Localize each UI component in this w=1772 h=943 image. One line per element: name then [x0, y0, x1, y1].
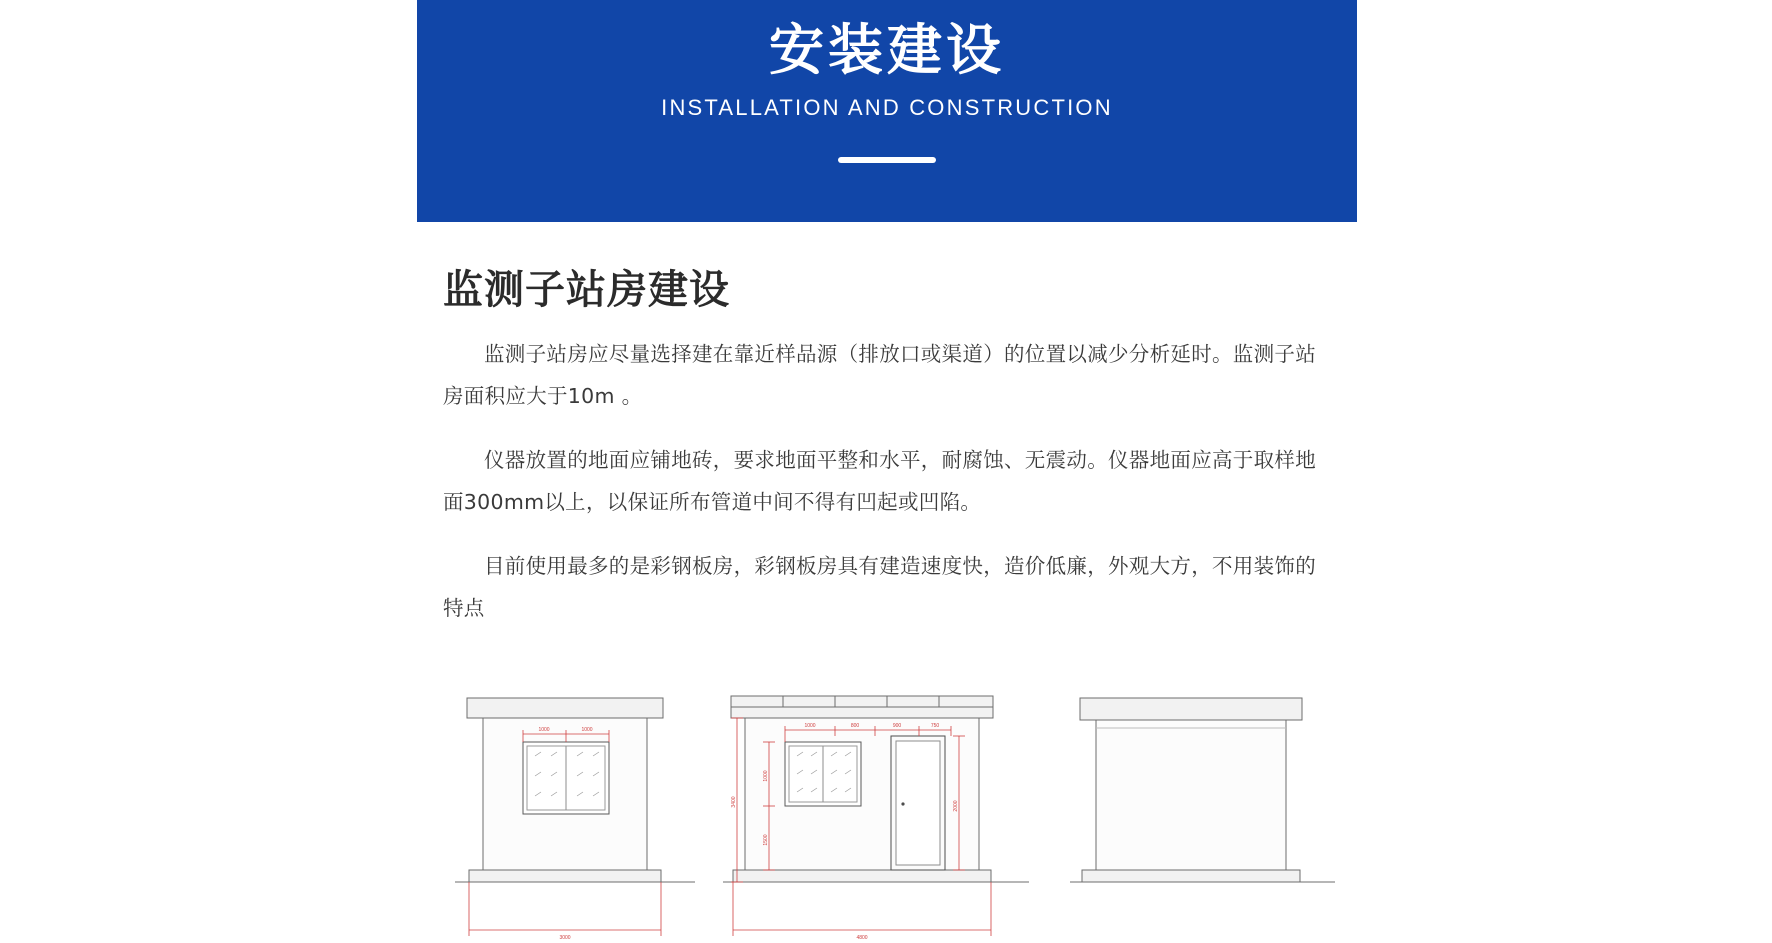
dim-label: 1000	[538, 727, 550, 733]
dim-label: 750	[930, 723, 940, 729]
side-elevation-drawing	[723, 690, 1029, 943]
dim-label: 3000	[559, 935, 571, 941]
article-body	[443, 258, 1333, 629]
dim-label: 1000	[763, 770, 769, 782]
drawing-figure-group	[455, 690, 1335, 943]
paragraph-1: 监测子站房应尽量选择建在靠近样品源（排放口或渠道）的位置以减少分析延时。监测子站房面积应大于10m 。	[443, 342, 1316, 409]
paragraph-2: 仪器放置的地面应铺地砖，要求地面平整和水平，耐腐蚀、无震动。仪器地面应高于取样地面300mm以上，以保证所布管道中间不得有凹起或凹陷。	[443, 448, 1316, 515]
back-elevation-drawing	[1070, 690, 1335, 943]
dim-label: 1000	[804, 723, 816, 729]
dim-label: 1500	[763, 834, 769, 846]
dim-label: 900	[892, 723, 902, 729]
dim-label: 1000	[581, 727, 593, 733]
dim-label: 3400	[731, 796, 737, 808]
dim-label: 4800	[856, 935, 868, 941]
paragraph-3: 目前使用最多的是彩钢板房，彩钢板房具有建造速度快，造价低廉，外观大方，不用装饰的特点	[443, 554, 1316, 621]
dim-label: 2000	[953, 800, 959, 812]
front-elevation-drawing	[455, 690, 695, 943]
banner-title: 安装建设	[768, 18, 1005, 82]
dim-label: 800	[850, 723, 860, 729]
page-banner	[417, 0, 1357, 222]
section-heading: 监测子站房建设	[443, 267, 730, 313]
banner-subtitle: INSTALLATION AND CONSTRUCTION	[661, 94, 1113, 120]
banner-divider	[838, 157, 936, 163]
